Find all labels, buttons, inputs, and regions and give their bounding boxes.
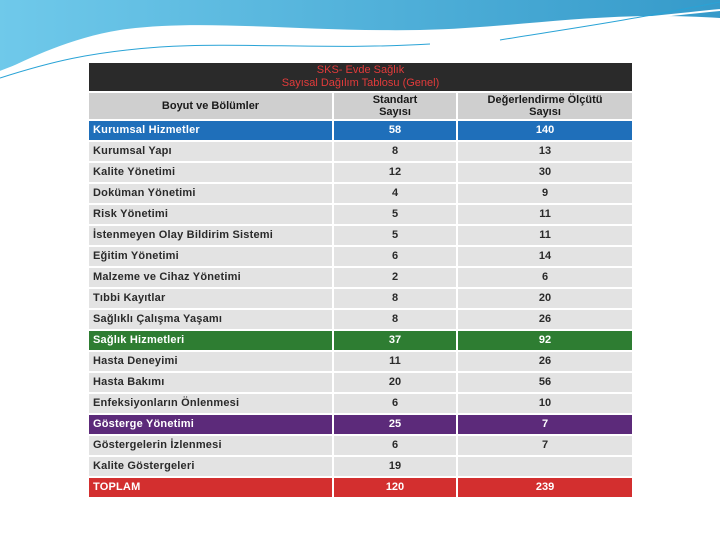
- row-standart: 8: [334, 289, 456, 308]
- row-name: Malzeme ve Cihaz Yönetimi: [89, 268, 332, 287]
- table-title-line2: Sayısal Dağılım Tablosu (Genel): [281, 77, 440, 89]
- table-row: [89, 184, 632, 203]
- table-row: [89, 310, 632, 329]
- row-standart: 6: [334, 436, 456, 455]
- table-row: [89, 457, 632, 476]
- row-olcut: 92: [458, 331, 632, 350]
- row-name: Sağlıklı Çalışma Yaşamı: [89, 310, 332, 329]
- row-name: Doküman Yönetimi: [89, 184, 332, 203]
- row-name: Kurumsal Hizmetler: [89, 121, 332, 140]
- row-name: Tıbbi Kayıtlar: [89, 289, 332, 308]
- row-olcut: 14: [458, 247, 632, 266]
- row-name: Kurumsal Yapı: [89, 142, 332, 161]
- row-standart: 25: [334, 415, 456, 434]
- row-standart: 8: [334, 142, 456, 161]
- row-olcut: 26: [458, 352, 632, 371]
- row-name: Risk Yönetimi: [89, 205, 332, 224]
- row-olcut: 11: [458, 205, 632, 224]
- row-olcut: 30: [458, 163, 632, 182]
- header-olcut: [458, 93, 632, 119]
- row-name: Gösterge Yönetimi: [89, 415, 332, 434]
- row-name: Sağlık Hizmetleri: [89, 331, 332, 350]
- row-standart: 6: [334, 394, 456, 413]
- row-name: Kalite Göstergeleri: [89, 457, 332, 476]
- row-name: Göstergelerin İzlenmesi: [89, 436, 332, 455]
- row-olcut: 239: [458, 478, 632, 497]
- row-standart: 120: [334, 478, 456, 497]
- row-name: Eğitim Yönetimi: [89, 247, 332, 266]
- table-title-row: [89, 63, 632, 91]
- header-olcut-line1: Değerlendirme Ölçütü: [487, 94, 603, 106]
- header-boyut: Boyut ve Bölümler: [89, 93, 332, 119]
- row-name: Enfeksiyonların Önlenmesi: [89, 394, 332, 413]
- table-row: [89, 289, 632, 308]
- row-olcut: 56: [458, 373, 632, 392]
- row-olcut: 13: [458, 142, 632, 161]
- row-name: Hasta Bakımı: [89, 373, 332, 392]
- table-row: [89, 142, 632, 161]
- row-name: Hasta Deneyimi: [89, 352, 332, 371]
- table-row: [89, 394, 632, 413]
- row-olcut: 6: [458, 268, 632, 287]
- table-row: [89, 121, 632, 140]
- table-row: [89, 352, 632, 371]
- row-standart: 37: [334, 331, 456, 350]
- row-standart: 12: [334, 163, 456, 182]
- row-standart: 6: [334, 247, 456, 266]
- row-olcut: [458, 457, 632, 476]
- row-name: Kalite Yönetimi: [89, 163, 332, 182]
- row-standart: 58: [334, 121, 456, 140]
- table-row: [89, 163, 632, 182]
- row-standart: 8: [334, 310, 456, 329]
- row-olcut: 7: [458, 415, 632, 434]
- row-standart: 19: [334, 457, 456, 476]
- table-row: [89, 205, 632, 224]
- table-title-line1: SKS- Evde Sağlık: [316, 64, 405, 76]
- row-olcut: 10: [458, 394, 632, 413]
- table-row-total: [89, 478, 632, 497]
- table-row: [89, 436, 632, 455]
- row-olcut: 11: [458, 226, 632, 245]
- sks-table: [87, 61, 634, 499]
- row-olcut: 26: [458, 310, 632, 329]
- header-standart-line2: Sayısı: [379, 106, 411, 118]
- row-name: TOPLAM: [89, 478, 332, 497]
- header-olcut-line2: Sayısı: [529, 106, 561, 118]
- header-standart-line1: Standart: [372, 94, 418, 106]
- table-row: [89, 415, 632, 434]
- table-row: [89, 226, 632, 245]
- row-name: İstenmeyen Olay Bildirim Sistemi: [89, 226, 332, 245]
- header-standart: [334, 93, 456, 119]
- table-title: [89, 63, 632, 91]
- row-standart: 11: [334, 352, 456, 371]
- table-row: [89, 247, 632, 266]
- row-standart: 5: [334, 226, 456, 245]
- row-olcut: 7: [458, 436, 632, 455]
- table-row: [89, 331, 632, 350]
- row-olcut: 140: [458, 121, 632, 140]
- row-olcut: 20: [458, 289, 632, 308]
- row-standart: 4: [334, 184, 456, 203]
- row-standart: 20: [334, 373, 456, 392]
- row-standart: 5: [334, 205, 456, 224]
- row-olcut: 9: [458, 184, 632, 203]
- row-standart: 2: [334, 268, 456, 287]
- table-row: [89, 373, 632, 392]
- table-header-row: [89, 93, 632, 119]
- table-row: [89, 268, 632, 287]
